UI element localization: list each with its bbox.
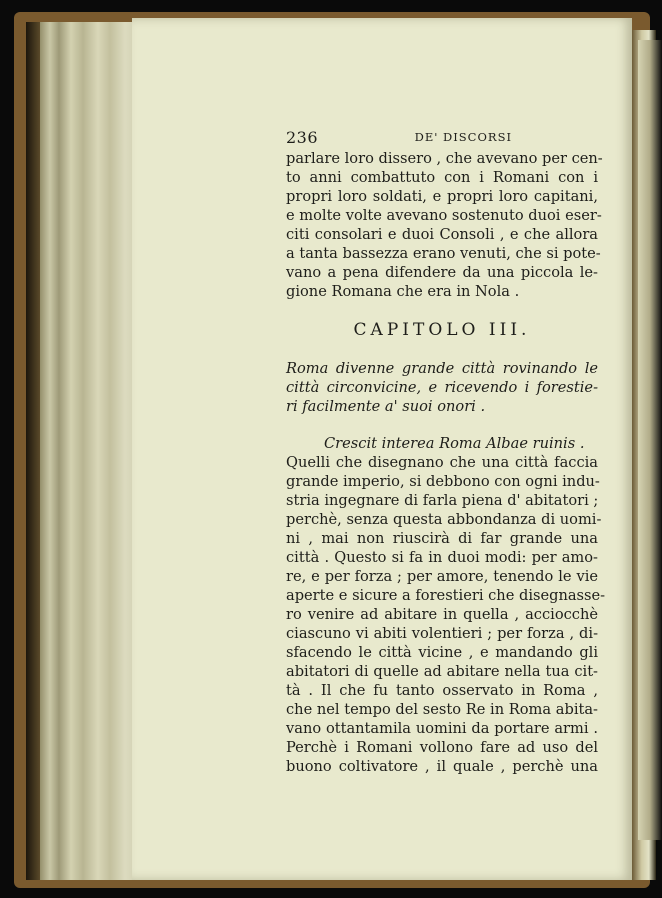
text-line: tà . Il che fu tanto osservato in Roma , <box>286 682 598 699</box>
text-line: vano ottantamila uomini da portare armi . <box>286 720 598 737</box>
text-line: parlare loro dissero , che avevano per cen- <box>286 150 603 167</box>
text-line: re, e per forza ; per amore, tenendo le vie <box>286 568 598 585</box>
text-line: aperte e sicure a forestieri che disegnasse- <box>286 587 606 604</box>
text-line: città . Questo si fa in duoi modi: per amo- <box>286 549 598 566</box>
text-line: abitatori di quelle ad abitare nella tua cit- <box>286 663 598 680</box>
text-line: e molte volte avevano sostenuto duoi eser- <box>286 207 602 224</box>
text-line: a tanta bassezza erano venuti, che si pote- <box>286 245 601 262</box>
text-line: Quelli che disegnano che una città faccia <box>286 454 598 471</box>
page-text <box>286 128 606 776</box>
summary-line: ri facilmente a' suoi onori . <box>286 398 486 415</box>
epigraph: Crescit interea Roma Albae ruinis . <box>324 435 585 452</box>
text-line: grande imperio, si debbono con ogni indu- <box>286 473 600 490</box>
text-line: vano a pena difendere da una piccola le- <box>286 264 598 281</box>
running-header <box>286 128 598 147</box>
text-line: ni , mai non riuscirà di far grande una <box>286 530 598 547</box>
text-line: to anni combattuto con i Romani con i <box>286 169 598 186</box>
text-line: citi consolari e duoi Consoli , e che allora <box>286 226 598 243</box>
page-number: 236 <box>286 128 319 147</box>
text-line: stria ingegnare di farla piena d' abitatori ; <box>286 492 599 509</box>
text-line: gione Romana che era in Nola . <box>286 283 520 300</box>
edge-shadow <box>26 22 40 880</box>
text-line: propri loro soldati, e propri loro capitani, <box>286 188 598 205</box>
paragraph-2 <box>286 453 606 776</box>
chapter-summary <box>286 359 598 416</box>
chapter-title: CAPITOLO III. <box>353 320 531 340</box>
facing-page-edge <box>638 40 662 840</box>
text-line: perchè, senza questa abbondanza di uomi- <box>286 511 602 528</box>
running-title: DE' DISCORSI <box>414 130 512 144</box>
summary-line: Roma divenne grande città rovinando le <box>286 360 598 377</box>
text-line: Perchè i Romani vollono fare ad uso del <box>286 739 598 756</box>
text-line: ro venire ad abitare in quella , acciocchè <box>286 606 598 623</box>
text-line: ciascuno vi abiti volentieri ; per forza , di- <box>286 625 598 642</box>
paragraph-1 <box>286 149 603 301</box>
summary-line: città circonvicine, e ricevendo i forestie- <box>286 379 598 396</box>
text-line: che nel tempo del sesto Re in Roma abita- <box>286 701 598 718</box>
text-line: sfacendo le città vicine , e mandando gli <box>286 644 598 661</box>
text-line: buono coltivatore , il quale , perchè una <box>286 758 598 775</box>
